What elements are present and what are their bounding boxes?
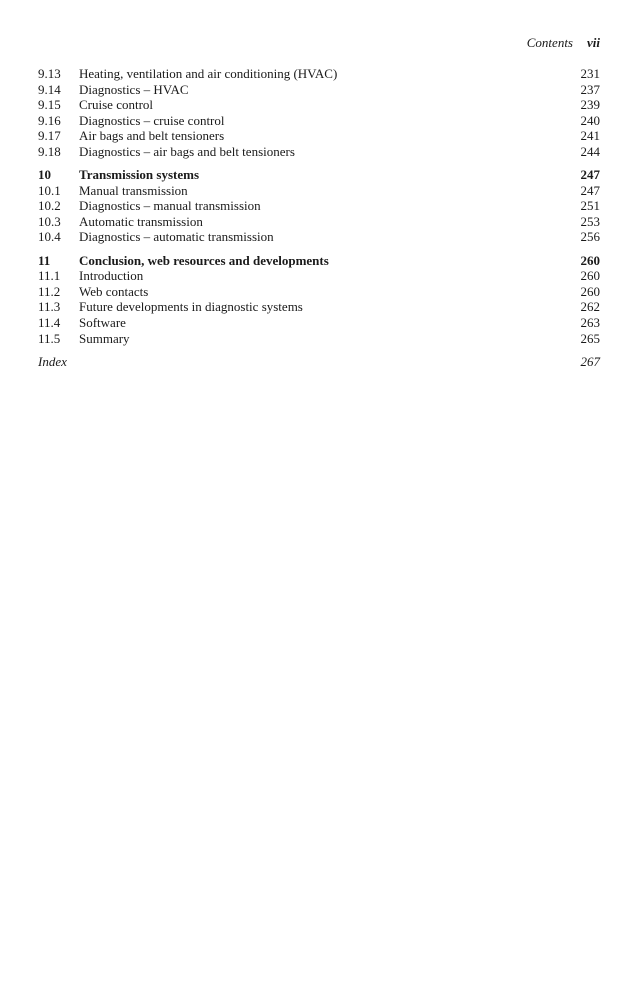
table-of-contents	[38, 66, 600, 369]
toc-entry[interactable]	[38, 331, 600, 347]
page-number: 260	[580, 252, 600, 268]
page-number: 262	[580, 299, 600, 315]
toc-group-chapter-9	[38, 66, 600, 160]
page-number: 253	[580, 213, 600, 229]
section-number: 9.18	[38, 143, 61, 159]
page-number: 244	[580, 143, 600, 159]
chapter-title: Transmission systems	[79, 167, 200, 183]
page-number: 260	[580, 283, 600, 299]
page-number: 237	[580, 81, 600, 97]
section-title: Air bags and belt tensioners	[79, 128, 225, 144]
section-title: Diagnostics – automatic transmission	[79, 229, 274, 245]
chapter-title: Conclusion, web resources and developments	[79, 252, 329, 268]
section-number: 11.1	[38, 268, 61, 284]
section-number: 10.2	[38, 198, 61, 214]
toc-entry[interactable]	[38, 144, 600, 160]
running-head-label: Contents	[526, 35, 573, 50]
section-number: 11.5	[38, 330, 61, 346]
section-number: 9.15	[38, 97, 61, 113]
section-title: Diagnostics – HVAC	[79, 81, 189, 97]
page-number: 263	[580, 314, 600, 330]
toc-group-chapter-10	[38, 167, 600, 245]
section-title: Diagnostics – manual transmission	[79, 198, 261, 214]
section-number: 11.4	[38, 314, 61, 330]
section-title: Diagnostics – air bags and belt tensioners	[79, 143, 295, 159]
toc-entry[interactable]	[38, 128, 600, 144]
index-label: Index	[38, 353, 67, 369]
section-title: Introduction	[79, 268, 144, 284]
section-number: 9.14	[38, 81, 61, 97]
section-title: Future developments in diagnostic systems	[79, 299, 303, 315]
section-title: Manual transmission	[79, 182, 188, 198]
page-number: 260	[580, 268, 600, 284]
toc-entry[interactable]	[38, 315, 600, 331]
chapter-number: 11	[38, 252, 51, 268]
page-number: 256	[580, 229, 600, 245]
contents-page	[38, 0, 600, 981]
section-number: 9.16	[38, 112, 61, 128]
section-title: Heating, ventilation and air conditioning (HVAC)	[79, 66, 338, 81]
page-number: 267	[580, 353, 600, 369]
toc-entry[interactable]	[38, 214, 600, 230]
page-number: 239	[580, 97, 600, 113]
page-number: 247	[580, 167, 600, 183]
toc-entry[interactable]	[38, 113, 600, 129]
toc-chapter-heading[interactable]	[38, 167, 600, 183]
section-title: Cruise control	[79, 97, 154, 113]
section-number: 9.13	[38, 66, 61, 81]
page-number: 247	[580, 182, 600, 198]
toc-entry[interactable]	[38, 299, 600, 315]
section-title: Diagnostics – cruise control	[79, 112, 225, 128]
section-number: 11.3	[38, 299, 61, 315]
page-number: 231	[580, 66, 600, 81]
page-number: 240	[580, 112, 600, 128]
section-title: Summary	[79, 330, 130, 346]
toc-group-chapter-11	[38, 253, 600, 347]
toc-entry[interactable]	[38, 66, 600, 82]
section-number: 9.17	[38, 128, 61, 144]
section-number: 10.4	[38, 229, 61, 245]
toc-entry[interactable]	[38, 97, 600, 113]
toc-entry[interactable]	[38, 284, 600, 300]
page-number: 241	[580, 128, 600, 144]
running-head-page-number: vii	[587, 35, 600, 50]
toc-entry[interactable]	[38, 183, 600, 199]
toc-entry[interactable]	[38, 229, 600, 245]
toc-entry[interactable]	[38, 82, 600, 98]
toc-entry[interactable]	[38, 268, 600, 284]
section-number: 11.2	[38, 283, 61, 299]
section-title: Software	[79, 314, 126, 330]
toc-entry[interactable]	[38, 198, 600, 214]
section-number: 10.3	[38, 213, 61, 229]
page-number: 265	[580, 330, 600, 346]
chapter-number: 10	[38, 167, 51, 183]
toc-chapter-heading[interactable]	[38, 253, 600, 269]
running-head	[527, 35, 600, 51]
section-number: 10.1	[38, 182, 61, 198]
section-title: Web contacts	[79, 283, 149, 299]
toc-index-entry[interactable]	[38, 354, 600, 370]
page-number: 251	[580, 198, 600, 214]
section-title: Automatic transmission	[79, 213, 203, 229]
